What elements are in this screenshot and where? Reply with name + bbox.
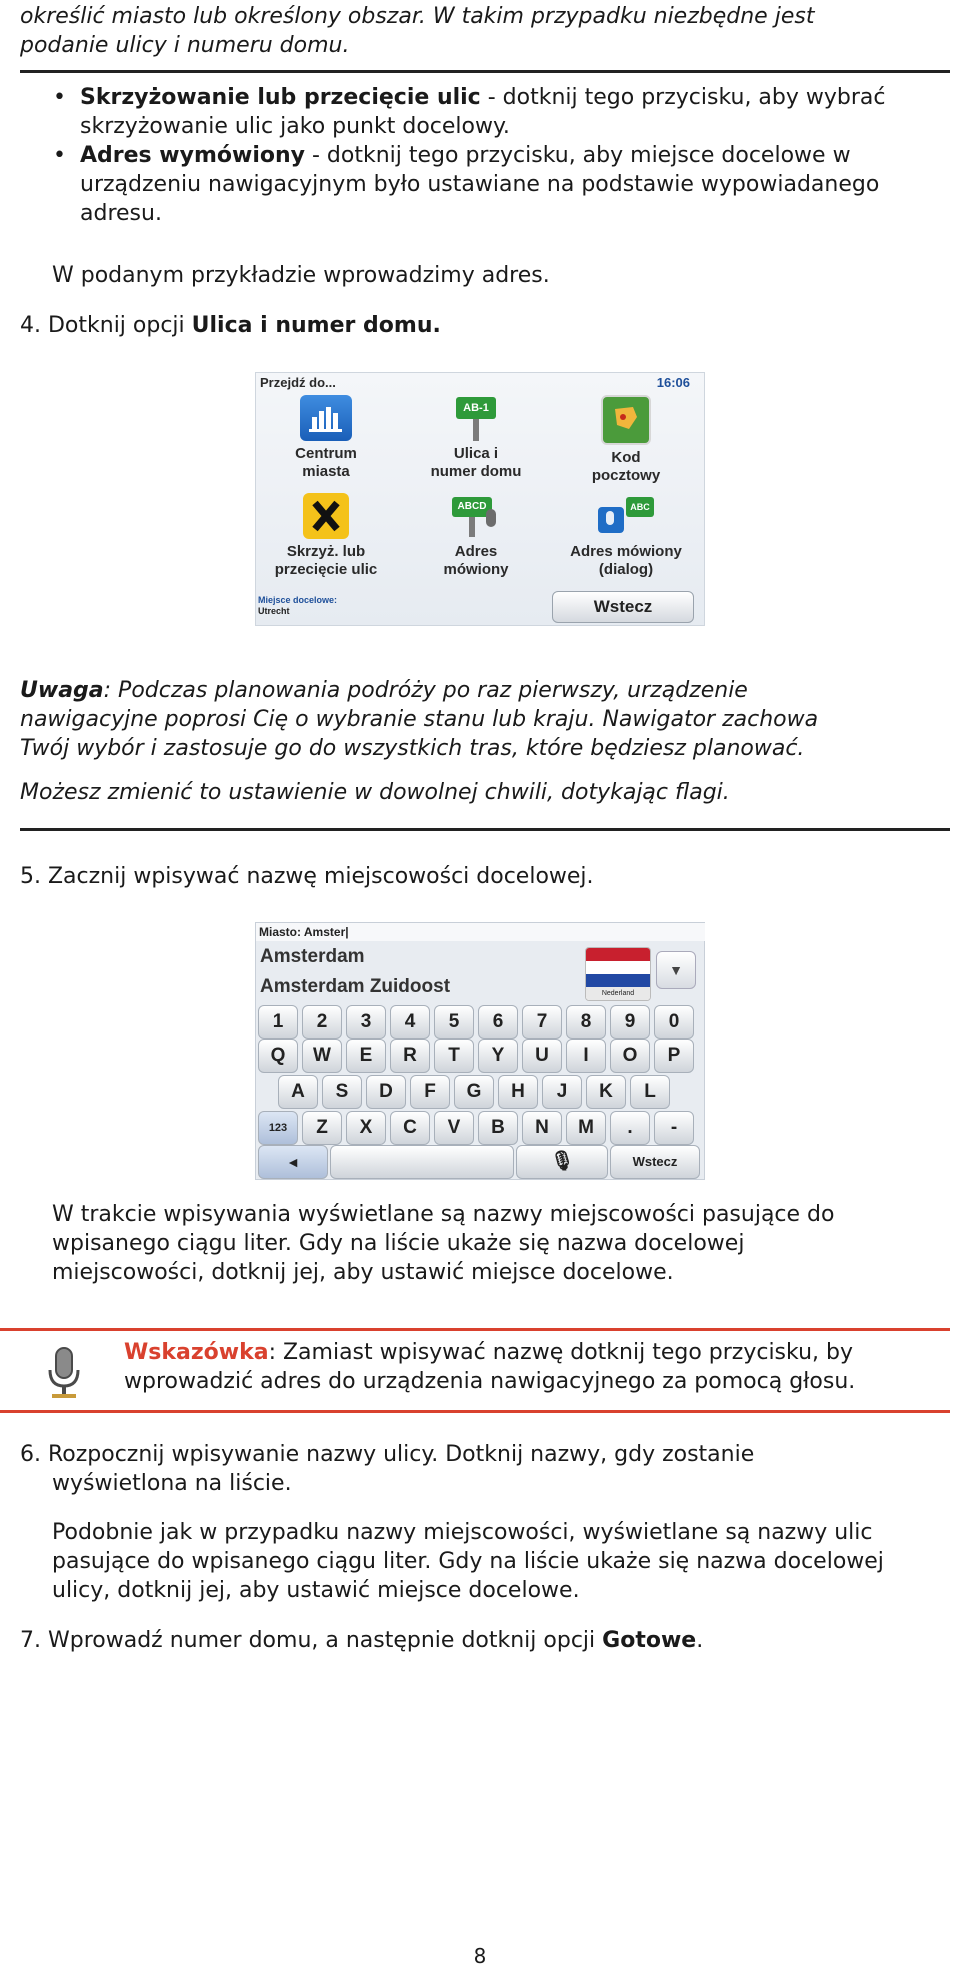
- page-number: 8: [473, 1944, 487, 1968]
- key-e[interactable]: E: [346, 1039, 386, 1073]
- key-1[interactable]: 1: [258, 1005, 298, 1039]
- key-t[interactable]: T: [434, 1039, 474, 1073]
- spoken-address-icon: ABCD: [450, 493, 502, 539]
- divider: [20, 828, 950, 831]
- postcode-button[interactable]: Kod pocztowy: [556, 395, 696, 485]
- key-k[interactable]: K: [586, 1075, 626, 1109]
- space-bar[interactable]: [330, 1145, 514, 1179]
- city-center-button[interactable]: Centrum miasta: [256, 395, 396, 481]
- key-u[interactable]: U: [522, 1039, 562, 1073]
- key-7[interactable]: 7: [522, 1005, 562, 1039]
- microphone-icon: 🎙: [549, 1151, 575, 1172]
- key-n[interactable]: N: [522, 1111, 562, 1145]
- key-4[interactable]: 4: [390, 1005, 430, 1039]
- key-d[interactable]: D: [366, 1075, 406, 1109]
- key-s[interactable]: S: [322, 1075, 362, 1109]
- key-2[interactable]: 2: [302, 1005, 342, 1039]
- screen-title: Przejdź do...: [260, 375, 336, 390]
- result-item[interactable]: Amsterdam Zuidoost: [260, 976, 451, 997]
- city-keyboard-screen: [255, 922, 705, 1180]
- tip-top-rule: [0, 1328, 950, 1331]
- destination-info: Miejsce docelowe: Utrecht: [258, 595, 338, 616]
- key-j[interactable]: J: [542, 1075, 582, 1109]
- key-a[interactable]: A: [278, 1075, 318, 1109]
- key-r[interactable]: R: [390, 1039, 430, 1073]
- key-o[interactable]: O: [610, 1039, 650, 1073]
- country-flag-button[interactable]: Nederland: [585, 947, 651, 1001]
- tip-bottom-rule: [0, 1410, 950, 1413]
- key-i[interactable]: I: [566, 1039, 606, 1073]
- typing-text: W trakcie wpisywania wyświetlane są nazwy miejscowości pasujące do wpisanego ciągu liter. Gdy na liście ukaże się nazwa docelowej miejscowości, dotknij jej, aby ustawić miejsce docelowe.: [52, 1202, 835, 1285]
- key-3[interactable]: 3: [346, 1005, 386, 1039]
- key-p[interactable]: P: [654, 1039, 694, 1073]
- spoken-address-button[interactable]: ABCD Adres mówiony: [406, 493, 546, 579]
- result-item[interactable]: Amsterdam: [260, 946, 365, 967]
- key-v[interactable]: V: [434, 1111, 474, 1145]
- back-button[interactable]: Wstecz: [610, 1145, 700, 1179]
- street-and-number-button[interactable]: AB-1 Ulica i numer domu: [406, 395, 546, 481]
- key-f[interactable]: F: [410, 1075, 450, 1109]
- crossing-icon: [303, 493, 349, 539]
- key-123[interactable]: 123: [258, 1111, 298, 1145]
- step-5: 5. Zacznij wpisywać nazwę miejscowości docelowej.: [20, 864, 594, 889]
- chevron-down-icon: ▼: [669, 962, 683, 978]
- note: Uwaga: Podczas planowania podróży po raz pierwszy, urządzenie nawigacyjne poprosi Cię o wybranie stanu lub kraju. Nawigator zachowa Twój wybór i zastosuje go do wszystkich tras, które będziesz planować. Możesz zmienić to ustawienie w dowolnej chwili, dotykając flagi.: [20, 678, 819, 805]
- key-m[interactable]: M: [566, 1111, 606, 1145]
- city-center-icon: [300, 395, 352, 441]
- back-button[interactable]: Wstecz: [552, 591, 694, 623]
- intro-text: określić miasto lub określony obszar. W takim przypadku niezbędne jest podanie ulicy i numeru domu.: [20, 4, 815, 58]
- key-0[interactable]: 0: [654, 1005, 694, 1039]
- key-8[interactable]: 8: [566, 1005, 606, 1039]
- key-5[interactable]: 5: [434, 1005, 474, 1039]
- city-input[interactable]: Miasto: Amster|: [256, 923, 705, 941]
- key-period[interactable]: .: [610, 1111, 650, 1145]
- key-z[interactable]: Z: [302, 1111, 342, 1145]
- option-list: [20, 83, 950, 228]
- tip-label: Wskazówka: [124, 1340, 269, 1365]
- key-c[interactable]: C: [390, 1111, 430, 1145]
- spoken-dialog-icon: ABC: [596, 493, 656, 539]
- scroll-down-button[interactable]: [656, 951, 696, 989]
- key-dash[interactable]: -: [654, 1111, 694, 1145]
- key-x[interactable]: X: [346, 1111, 386, 1145]
- step-4: 4. Dotknij opcji Ulica i numer domu.: [20, 313, 441, 338]
- street-sign-icon: AB-1: [454, 395, 498, 441]
- voice-input-button[interactable]: [516, 1145, 608, 1179]
- key-9[interactable]: 9: [610, 1005, 650, 1039]
- step-6: 6. Rozpocznij wpisywanie nazwy ulicy. Dotknij nazwy, gdy zostanie wyświetlona na liście.: [20, 1442, 755, 1496]
- list-item: • Adres wymówiony - dotknij tego przycisku, aby miejsce docelowe w urządzeniu nawigacyjnym było ustawiane na podstawie wypowiadanego adresu.: [53, 143, 880, 226]
- key-g[interactable]: G: [454, 1075, 494, 1109]
- key-6[interactable]: 6: [478, 1005, 518, 1039]
- postcode-map-icon: [601, 395, 651, 445]
- microphone-icon: [44, 1344, 84, 1402]
- key-b[interactable]: B: [478, 1111, 518, 1145]
- spoken-dialog-button[interactable]: ABC Adres mówiony (dialog): [556, 493, 696, 579]
- key-l[interactable]: L: [630, 1075, 670, 1109]
- step-7: 7. Wprowadź numer domu, a następnie dotknij opcji Gotowe.: [20, 1628, 704, 1653]
- key-w[interactable]: W: [302, 1039, 342, 1073]
- list-item: • Skrzyżowanie lub przecięcie ulic - dotknij tego przycisku, aby wybrać skrzyżowanie ulic jako punkt docelowy.: [53, 85, 886, 139]
- key-y[interactable]: Y: [478, 1039, 518, 1073]
- key-h[interactable]: H: [498, 1075, 538, 1109]
- crossing-button[interactable]: Skrzyż. lub przecięcie ulic: [256, 493, 396, 579]
- tip: Wskazówka: Zamiast wpisywać nazwę dotknij tego przycisku, by wprowadzić adres do urządzenia nawigacyjnego za pomocą głosu.: [124, 1340, 856, 1394]
- backspace-button[interactable]: ◄: [258, 1145, 328, 1179]
- divider: [20, 70, 950, 73]
- navigate-to-screen: [255, 372, 705, 626]
- key-q[interactable]: Q: [258, 1039, 298, 1073]
- similar-text: Podobnie jak w przypadku nazwy miejscowości, wyświetlane są nazwy ulic pasujące do wpisanego ciągu liter. Gdy na liście ukaże się nazwa docelowej ulicy, dotknij jej, aby ustawić miejsce docelowe.: [52, 1520, 884, 1603]
- clock: 16:06: [656, 375, 690, 390]
- example-text: W podanym przykładzie wprowadzimy adres.: [52, 263, 550, 288]
